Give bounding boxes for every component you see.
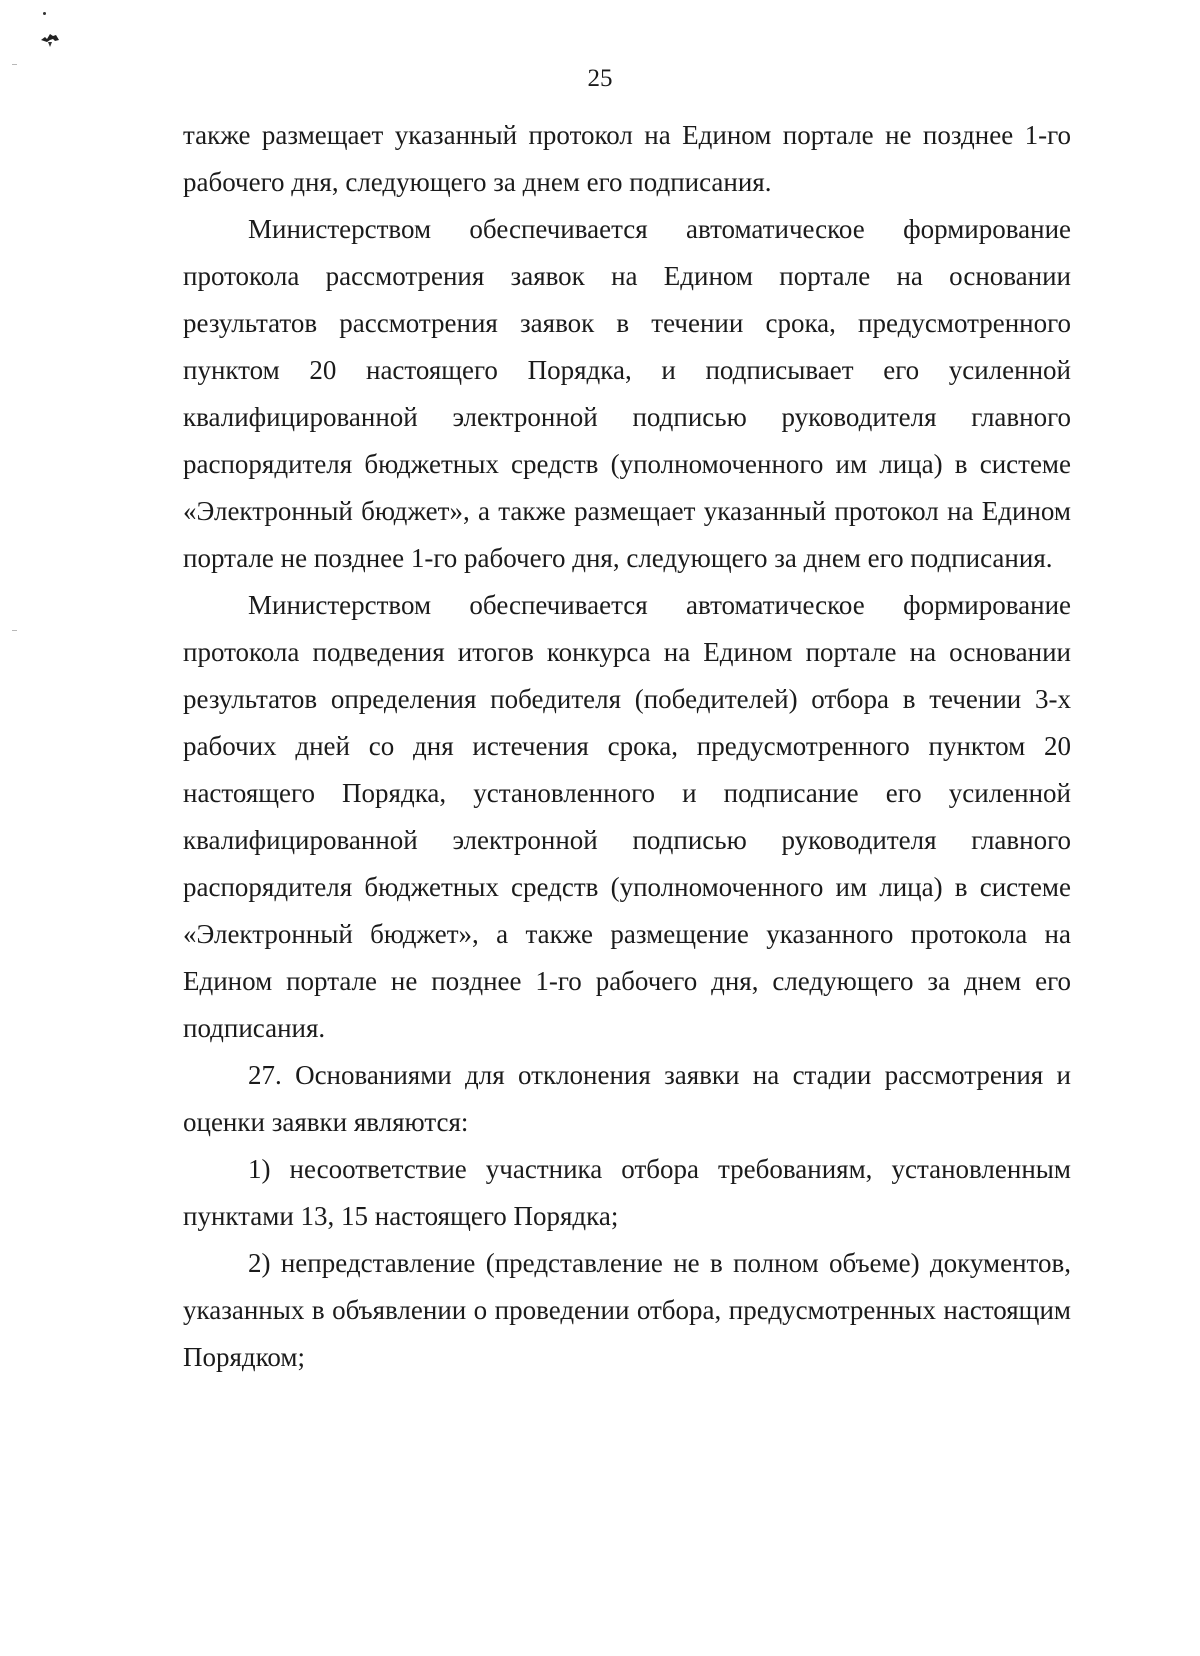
clause-27-heading: 27. Основаниями для отклонения заявки на стадии рассмотрения и оценки заявки являются: — [183, 1060, 1071, 1137]
paragraph-results-protocol: Министерством обеспечивается автоматическое формирование протокола подведения итогов конкурса на Едином портале на основании результатов определения победителя (победителей) отбора в течении 3-х рабочих дней со дня истечения срока, предусмотренного пунктом 20 настоящего Порядка, установленного и подписание его усиленной квалифицированной электронной подписью руководителя главного распорядителя бюджетных средств (уполномоченного им лица) в системе «Электронный бюджет», а также размещение указанного протокола на Едином портале не позднее 1-го рабочего дня, следующего за днем его подписания. — [183, 590, 1071, 1043]
document-body — [183, 112, 1071, 1381]
page-number: 25 — [587, 65, 613, 92]
paragraph-review-protocol: Министерством обеспечивается автоматическое формирование протокола рассмотрения заявок на Едином портале на основании результатов рассмотрения заявок в течении срока, предусмотренного пунктом 20 настоящего Порядка, и подписывает его усиленной квалифицированной электронной подписью руководителя главного распорядителя бюджетных средств (уполномоченного им лица) в системе «Электронный бюджет», а также размещает указанный протокол на Едином портале не позднее 1-го рабочего дня, следующего за днем его подписания. — [183, 214, 1071, 573]
scan-dot-mark — [43, 12, 46, 15]
list-item-2: 2) непредставление (представление не в полном объеме) документов, указанных в объявлении о проведении отбора, предусмотренных настоящим Порядком; — [183, 1248, 1071, 1372]
list-item-1: 1) несоответствие участника отбора требованиям, установленным пунктами 13, 15 настоящего Порядка; — [183, 1154, 1071, 1231]
scan-edge-tick — [12, 630, 17, 631]
scan-artifact-icon — [38, 28, 64, 56]
paragraph-continuation: также размещает указанный протокол на Едином портале не позднее 1-го рабочего дня, следующего за днем его подписания. — [183, 120, 1071, 197]
